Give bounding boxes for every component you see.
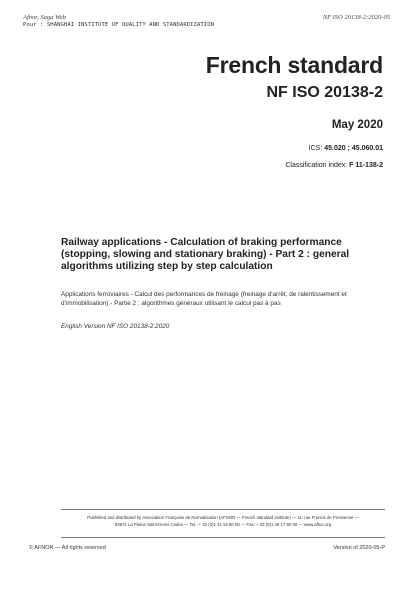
ics-line (309, 145, 383, 152)
page-title: French standard (205, 52, 383, 78)
publisher-line-2: 93571 La Plaine Saint-Denis Cedex — Tel.: + 33 (0)1 41 62 80 00 — Fax: + 33 (0)1 49 17 90 00 — www.afnor.org (114, 522, 332, 527)
classification-line (285, 162, 383, 169)
footer-divider-bottom (61, 537, 385, 538)
ics-value: 45.020 ; 45.060.01 (324, 145, 383, 152)
footer-divider-top (61, 509, 385, 510)
publisher-info (61, 514, 385, 528)
classification-label: Classification index: (285, 162, 350, 169)
english-title: Railway applications - Calculation of braking performance (stopping, slowing and stationary braking) - Part 2 : general algorithms utilizing step by step calculation (61, 237, 350, 272)
document-reference: NF ISO 20138-2:2020-05 (322, 14, 390, 21)
version-note: English Version NF ISO 20138-2:2020 (61, 323, 170, 330)
version-label: Version of 2020-05-P (333, 545, 385, 551)
standard-number: NF ISO 20138-2 (266, 84, 383, 101)
source-label: Afnor, Saga Web (23, 14, 66, 21)
publisher-line-1: Published and distributed by Association Française de Normalisation (AFNOR — French standard institute) — 11, rue Francis de Pressensé — (87, 515, 359, 520)
french-title: Applications ferroviaires - Calcul des performances de freinage (freinage d'arrêt, de ralentissement et d'immobilisation) - Partie 2 : algorithmes généraux utilisant le calcul pas à pas (61, 291, 347, 307)
publication-date: May 2020 (331, 119, 383, 131)
ics-label: ICS: (308, 145, 325, 152)
licensee-label: Pour : SHANGHAI INSTITUTE OF QUALITY AND STANDARDIZATION (23, 22, 215, 28)
classification-value: F 11-138-2 (349, 162, 383, 169)
copyright-notice: © AFNOR — All rights reserved (29, 545, 106, 551)
